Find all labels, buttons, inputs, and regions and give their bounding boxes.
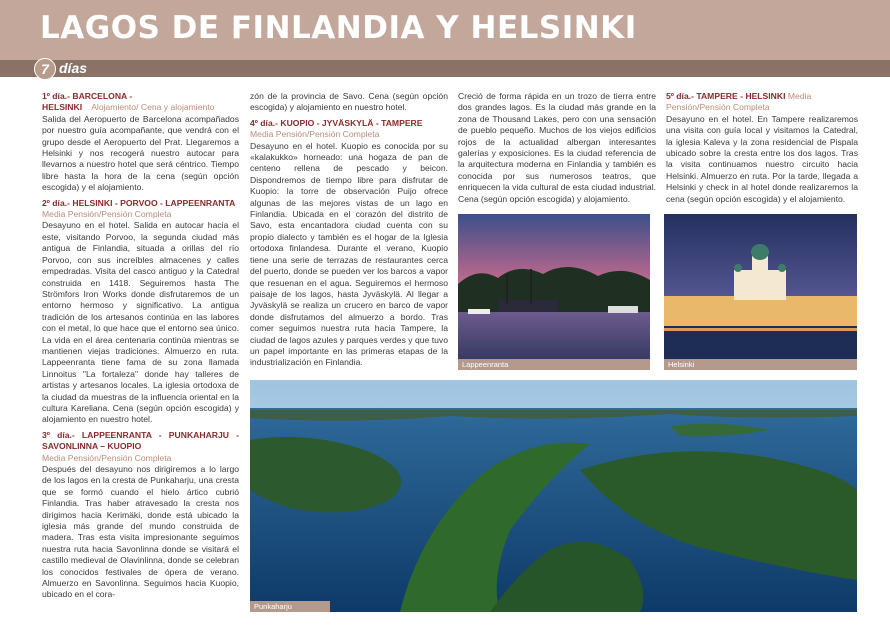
day-5-meal-plan-a: Media	[787, 91, 812, 101]
column-2	[250, 91, 448, 373]
day-2-heading: 2º día.- HELSINKI - PORVOO - LAPPEENRANTA	[42, 197, 236, 208]
punkaharju-caption: Punkaharju	[250, 601, 330, 612]
helsinki-caption: Helsinki	[664, 359, 857, 370]
day-3-continued	[250, 91, 448, 114]
day-3-meal-plan: Media Pensión/Pensión Completa	[42, 452, 172, 463]
days-bar	[0, 60, 890, 77]
day-5-text: Desayuno en el hotel. En Tampere realizaremos una visita con guía local y visitamos la Catedral, la iglesia Kaleva y la zona residencial de Pispala ubicado sobre la cresta entre los dos lagos. Tras la visita continuamos nuestro circuito hacia Helsinki. Almuerzo en ruta. Por la tarde, llegada a Helsinki y check in al hotel donde realizaremos la cena (según opción escogida) y el alojamiento.	[666, 113, 858, 204]
day-1-text: Salida del Aeropuerto de Barcelona acompañados por nuestro guía acompañante, que vendrá con el grupo desde el Aeropuerto del Prat. Llegaremos a Helsinki y nos recogerá nuestro autocar para llevarnos a nuestro hotel que será céntrico. Tiempo libre hasta la hora de la cena (según opción escogida) y el alojamiento.	[42, 113, 239, 193]
day-4-meal-plan: Media Pensión/Pensión Completa	[250, 129, 380, 140]
punkaharju-image	[250, 380, 857, 612]
day-1	[42, 91, 239, 194]
day-2-text: Desayuno en el hotel. Salida en autocar hacia el este, visitando Porvoo, la segunda ciudad más antigua de Finlandia, situada a orillas del río Porvoo, con sus increíbles almacenes y calles empedradas. Visita del casco antiguo y la Catedral construida en 1418. Seguiremos hasta The Strömfors Iron Works donde disfrutaremos de un entorno hermoso y significativo. La antigua tradición de los artesanos continúa en las labores con el metal, lo que hace que el entorno sea único. La vida en el área centenaria continúa mientras se mantienen viejas tradiciones. Almuerzo en ruta. Lappeenranta tiene fama de su zona llamada Linnoitus "La fortaleza" donde hay talleres de artistas y artesanos locales. La iglesia ortodoxa de la ciudad da muestras de la influencia oriental en la cultura Kareliana. Cena (según opción escogida) y alojamiento en nuestro hotel.	[42, 220, 239, 425]
day-4-continued-text: Creció de forma rápida en un trozo de tierra entre dos grandes lagos. Es la ciudad más grande en la zona de Thousand Lakes, pero con una sensación de pueblo pequeño. Muchos de los viejos edificios rojos de la actualidad albergan interesantes galerías y exposiciones. Es la ciudad referencia de la arquitectura moderna en Finlandia y también es conocida por sus numerosos teatros, que enriquecen la vida cultural de esta ciudad industrial. Cena (según opción escogida) y alojamiento.	[458, 91, 656, 204]
lappeenranta-photo	[458, 214, 650, 370]
column-3	[458, 91, 656, 209]
page-header	[0, 0, 890, 60]
day-5	[666, 91, 858, 205]
day-3-heading: 3º día.- LAPPEENRANTA - PUNKAHARJU - SAVONLINNA – KUOPIO	[42, 429, 239, 452]
day-5-meal-plan-b: Pensión/Pensión Completa	[666, 102, 770, 113]
day-4-continued	[458, 91, 656, 205]
day-4-text: Desayuno en el hotel. Kuopio es conocida por su «kalakukko» horneado: una hogaza de pan de centeno rellena de pescado y beicon. Dispondremos de tiempo libre para disfrutar de Kuopio: la torre de observación Puijo ofrece algunas de las mejores vistas de un lago en Finlandia. Ubicada en el corazón del distrito de Savo, esta encantadora ciudad cuenta con su propio dialecto y también es el hogar de la Iglesia ortodoxa finlandesa. Durante el verano, Kuopio tiene una serie de terrazas de restaurantes cerca del puerto, donde se pueden ver los barcos a vapor que resuenan en el agua. Seguiremos el hermoso paisaje de los lagos, hasta Jyväskylä. Al llegar a Jyväskylä se realiza un crucero en barco de vapor donde disfrutamos del almuerzo a bordo. Tras comer seguimos nuestra ruta hacia Tampere, la ciudad de lagos azules y parques verdes y que tuvo un papel importante en las primeras etapas de la industrialización en Finlandia.	[250, 140, 448, 368]
page-title: LAGOS DE FINLANDIA Y HELSINKI	[40, 10, 637, 46]
day-2-meal-plan: Media Pensión/Pensión Completa	[42, 209, 172, 220]
day-3	[42, 430, 239, 601]
day-4	[250, 118, 448, 369]
day-1-heading-city: HELSINKI	[42, 102, 83, 113]
helsinki-photo	[664, 214, 857, 370]
day-3-continued-text: zón de la provincia de Savo. Cena (según opción escogida) y alojamiento en nuestro hotel.	[250, 91, 448, 113]
day-1-heading: 1º día.- BARCELONA -	[42, 91, 133, 101]
days-label: días	[59, 60, 88, 76]
punkaharju-photo	[250, 380, 857, 612]
day-4-heading: 4º día.- KUOPIO - JYVÄSKYLÄ - TAMPERE	[250, 117, 423, 128]
helsinki-image	[664, 214, 857, 370]
column-1	[42, 91, 239, 605]
day-1-meal-plan: Alojamiento/ Cena y alojamiento	[91, 102, 215, 113]
days-count-badge: 7	[34, 58, 56, 80]
day-2	[42, 198, 239, 426]
lappeenranta-caption: Lappeenranta	[458, 359, 650, 370]
column-4	[666, 91, 858, 209]
day-3-text: Después del desayuno nos dirigiremos a lo largo de los lagos en la cresta de Punkaharju, una cresta que se formó cuando el hielo ártico cubrió Finlandia. Tras haber atravesado la cresta nos dirigimos hacia Kerimäki, donde está ubicado la iglesia más grande del mundo construida de madera. Tras esta visita impresionante seguimos nuestra ruta hacia Savonlinna donde se visitará el castillo medieval de Olavinlinna, donde se celebran los conocidos festivales de ópera de verano. Almuerzo en Savonlinna. Seguimos hacia Kuopio, ubicado en el cora-	[42, 464, 239, 600]
lappeenranta-image	[458, 214, 650, 370]
day-5-heading: 5º día.- TAMPERE - HELSINKI	[666, 91, 786, 101]
